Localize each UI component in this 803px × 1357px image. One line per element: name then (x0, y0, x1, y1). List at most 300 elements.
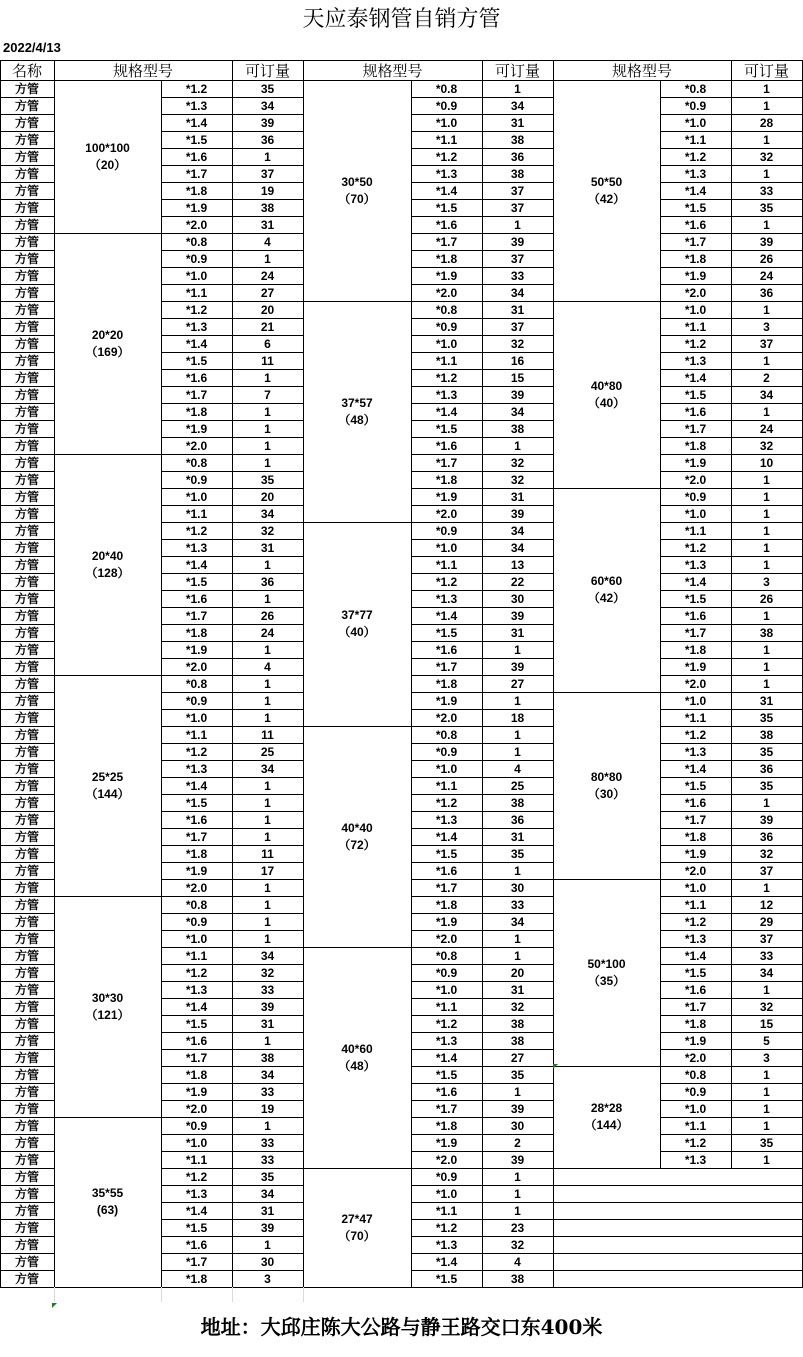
qty-cell: 1 (763, 795, 770, 810)
spec-group (553, 1066, 660, 1168)
qty-cell: 1 (763, 540, 770, 555)
thickness-cell: *1.0 (185, 268, 208, 283)
spec-count: （35） (587, 973, 626, 988)
thickness-cell: *0.9 (185, 251, 208, 266)
spec-size: 27*47 (341, 1211, 373, 1226)
spec-count: （40） (338, 625, 376, 639)
qty-cell: 1 (264, 404, 271, 419)
spec-count: （70） (338, 1228, 376, 1243)
thickness-cell: *1.1 (435, 778, 458, 793)
qty-cell: 1 (514, 438, 521, 453)
row-name: 方管 (14, 473, 39, 487)
thickness-cell: *2.0 (435, 710, 458, 725)
qty-cell: 1 (514, 81, 521, 96)
row-name: 方管 (14, 422, 39, 436)
thickness-cell: *1.6 (684, 608, 707, 623)
thickness-cell: *1.7 (185, 1050, 208, 1065)
qty-cell: 33 (260, 982, 275, 997)
qty-cell: 34 (260, 506, 275, 521)
thickness-cell: *1.1 (684, 710, 707, 725)
thickness-cell: *1.3 (185, 982, 208, 997)
qty-cell: 34 (510, 404, 525, 419)
thickness-cell: *0.8 (185, 676, 208, 691)
qty-cell: 1 (763, 1067, 770, 1082)
qty-cell: 1 (514, 948, 521, 963)
qty-cell: 31 (510, 302, 525, 317)
thickness-cell: *1.2 (435, 1220, 458, 1235)
thickness-cell: *1.9 (185, 863, 208, 878)
thickness-cell: *1.7 (185, 608, 208, 623)
thickness-cell: *1.5 (684, 965, 707, 980)
qty-cell: 1 (264, 251, 271, 266)
qty-cell: 34 (510, 98, 525, 113)
qty-cell: 38 (260, 1050, 275, 1065)
qty-cell: 1 (514, 1186, 521, 1201)
thickness-cell: *1.0 (185, 710, 208, 725)
thickness-cell: *1.4 (185, 778, 208, 793)
thickness-cell: *0.9 (185, 472, 208, 487)
qty-cell: 1 (763, 1084, 770, 1099)
thickness-cell: *2.0 (185, 438, 208, 453)
qty-cell: 34 (510, 914, 525, 929)
thickness-cell: *1.5 (185, 353, 208, 368)
thickness-cell: *2.0 (185, 880, 208, 895)
qty-cell: 35 (260, 472, 275, 487)
qty-cell: 25 (260, 744, 275, 759)
qty-cell: 30 (260, 1254, 275, 1269)
spec-size: 40*80 (590, 378, 623, 393)
row-name: 方管 (14, 847, 39, 861)
header-spec: 规格型号 (112, 61, 173, 80)
thickness-cell: *1.3 (435, 812, 458, 827)
spec-size: 40*40 (341, 820, 373, 835)
thickness-cell: *1.8 (684, 829, 707, 844)
thickness-cell: *1.4 (684, 761, 707, 776)
qty-cell: 1 (763, 217, 770, 232)
header-spec: 规格型号 (362, 61, 423, 80)
qty-cell: 24 (759, 421, 774, 436)
thickness-cell: *1.8 (435, 897, 458, 912)
qty-cell: 1 (264, 642, 271, 657)
qty-cell: 39 (510, 387, 525, 402)
qty-cell: 1 (264, 795, 271, 810)
thickness-cell: *1.4 (435, 608, 458, 623)
qty-cell: 1 (264, 710, 271, 725)
qty-cell: 34 (759, 387, 774, 402)
thickness-cell: *0.9 (435, 1169, 458, 1184)
qty-cell: 27 (510, 676, 525, 691)
qty-cell: 39 (510, 506, 525, 521)
qty-cell: 32 (510, 336, 525, 351)
thickness-cell: *1.5 (185, 795, 208, 810)
thickness-cell: *1.9 (185, 1084, 208, 1099)
qty-cell: 1 (264, 455, 271, 470)
thickness-cell: *1.1 (435, 132, 458, 147)
thickness-cell: *1.7 (185, 829, 208, 844)
thickness-cell: *1.1 (684, 1118, 707, 1133)
thickness-cell: *0.8 (435, 302, 458, 317)
row-name: 方管 (14, 966, 39, 980)
row-name: 方管 (14, 252, 39, 266)
thickness-cell: *1.0 (435, 1186, 458, 1201)
thickness-cell: *1.0 (684, 880, 707, 895)
row-name: 方管 (14, 269, 39, 283)
qty-cell: 33 (260, 1084, 275, 1099)
thickness-cell: *1.1 (684, 132, 707, 147)
thickness-cell: *1.0 (435, 982, 458, 997)
thickness-cell: *0.8 (185, 897, 208, 912)
qty-cell: 36 (510, 812, 525, 827)
qty-cell: 37 (260, 166, 275, 181)
qty-cell: 36 (759, 761, 774, 776)
qty-cell: 39 (510, 234, 525, 249)
qty-cell: 18 (510, 710, 525, 725)
row-name: 方管 (14, 354, 39, 368)
spec-group (553, 692, 660, 879)
row-name: 方管 (14, 609, 39, 623)
row-name: 方管 (14, 1204, 39, 1218)
qty-cell: 38 (510, 421, 525, 436)
thickness-cell: *2.0 (435, 285, 458, 300)
spec-size: 60*60 (590, 574, 623, 588)
qty-cell: 17 (260, 863, 275, 878)
spec-count: （144） (85, 786, 130, 801)
spec-size: 40*60 (341, 1041, 373, 1056)
qty-cell: 37 (759, 931, 774, 946)
qty-cell: 30 (510, 880, 525, 895)
thickness-cell: *1.6 (185, 812, 208, 827)
thickness-cell: *1.0 (185, 489, 208, 504)
qty-cell: 32 (260, 965, 275, 980)
thickness-cell: *1.2 (435, 1016, 458, 1031)
thickness-cell: *1.9 (185, 642, 208, 657)
qty-cell: 1 (264, 897, 271, 912)
qty-cell: 30 (510, 1118, 525, 1133)
qty-cell: 3 (763, 319, 770, 334)
qty-cell: 32 (759, 438, 774, 453)
thickness-cell: *1.2 (684, 914, 707, 929)
qty-cell: 1 (264, 149, 271, 164)
thickness-cell: *1.9 (684, 846, 707, 861)
thickness-cell: *1.1 (185, 727, 208, 742)
row-name: 方管 (14, 439, 39, 453)
row-name: 方管 (14, 575, 39, 589)
spec-group (54, 896, 161, 1117)
row-name: 方管 (14, 405, 39, 419)
qty-cell: 1 (763, 642, 770, 657)
thickness-cell: *1.9 (185, 200, 208, 215)
row-name: 方管 (14, 1102, 39, 1116)
qty-cell: 20 (260, 302, 275, 317)
qty-cell: 31 (260, 217, 275, 232)
thickness-cell: *1.5 (185, 132, 208, 147)
qty-cell: 26 (260, 608, 275, 623)
row-name: 方管 (14, 184, 39, 198)
thickness-cell: *1.9 (684, 455, 707, 470)
thickness-cell: *1.5 (185, 1220, 208, 1235)
qty-cell: 33 (510, 268, 525, 283)
thickness-cell: *2.0 (435, 931, 458, 946)
spec-count: （72） (338, 837, 376, 852)
spec-group (553, 301, 660, 488)
row-name: 方管 (14, 1238, 39, 1252)
qty-cell: 1 (514, 1203, 521, 1218)
row-name: 方管 (14, 1119, 39, 1133)
thickness-cell: *1.1 (185, 285, 208, 300)
qty-cell: 38 (260, 200, 275, 215)
thickness-cell: *1.3 (684, 1152, 707, 1167)
thickness-cell: *2.0 (684, 676, 707, 691)
row-name: 方管 (14, 456, 39, 470)
thickness-cell: *1.6 (185, 149, 208, 164)
qty-cell: 1 (264, 421, 271, 436)
row-name: 方管 (14, 490, 39, 504)
header-name: 名称 (11, 61, 42, 80)
thickness-cell: *0.9 (185, 1118, 208, 1133)
thickness-cell: *1.8 (185, 1067, 208, 1082)
spec-size: 80*80 (590, 769, 623, 784)
qty-cell: 39 (510, 608, 525, 623)
row-name: 方管 (14, 133, 39, 147)
thickness-cell: *1.1 (435, 999, 458, 1014)
spec-size: 20*40 (91, 548, 124, 563)
qty-cell: 6 (264, 336, 271, 351)
qty-cell: 15 (510, 370, 525, 385)
qty-cell: 24 (260, 625, 275, 640)
spec-count: （121） (85, 1007, 130, 1022)
thickness-cell: *1.8 (185, 404, 208, 419)
thickness-cell: *1.2 (435, 149, 458, 164)
thickness-cell: *1.0 (435, 540, 458, 555)
qty-cell: 1 (763, 1101, 770, 1116)
spec-size: 25*25 (91, 769, 124, 784)
thickness-cell: *1.1 (684, 897, 707, 912)
qty-cell: 39 (260, 999, 275, 1014)
spec-size: 100*100 (85, 140, 130, 155)
thickness-cell: *1.7 (435, 1101, 458, 1116)
thickness-cell: *1.3 (185, 540, 208, 555)
qty-cell: 1 (264, 676, 271, 691)
qty-cell: 26 (759, 591, 774, 606)
thickness-cell: *1.6 (185, 370, 208, 385)
thickness-cell: *1.6 (435, 438, 458, 453)
qty-cell: 22 (510, 574, 525, 589)
qty-cell: 34 (260, 761, 275, 776)
row-name: 方管 (14, 1187, 39, 1201)
qty-cell: 4 (514, 1254, 521, 1269)
spec-size: 30*30 (91, 990, 124, 1005)
thickness-cell: *0.9 (684, 1084, 707, 1099)
row-name: 方管 (14, 1255, 39, 1269)
thickness-cell: *1.9 (684, 268, 707, 283)
qty-cell: 1 (264, 778, 271, 793)
spec-group (303, 1168, 411, 1287)
qty-cell: 1 (763, 302, 770, 317)
row-name: 方管 (14, 762, 39, 776)
qty-cell: 31 (260, 1203, 275, 1218)
qty-cell: 31 (510, 982, 525, 997)
qty-cell: 38 (759, 625, 774, 640)
qty-cell: 39 (510, 1101, 525, 1116)
spec-size: 28*28 (590, 1101, 623, 1115)
qty-cell: 31 (510, 625, 525, 640)
thickness-cell: *1.0 (435, 761, 458, 776)
spec-group (303, 947, 411, 1168)
thickness-cell: *1.0 (684, 302, 707, 317)
thickness-cell: *1.8 (435, 1118, 458, 1133)
thickness-cell: *1.9 (435, 1135, 458, 1150)
qty-cell: 2 (514, 1135, 521, 1150)
qty-cell: 16 (510, 353, 525, 368)
qty-cell: 36 (260, 132, 275, 147)
row-name: 方管 (14, 541, 39, 555)
qty-cell: 1 (763, 132, 770, 147)
qty-cell: 15 (759, 1016, 774, 1031)
qty-cell: 38 (510, 132, 525, 147)
thickness-cell: *1.5 (185, 1016, 208, 1031)
row-name: 方管 (14, 1170, 39, 1184)
qty-cell: 1 (763, 608, 770, 623)
thickness-cell: *1.9 (435, 489, 458, 504)
qty-cell: 39 (260, 115, 275, 130)
qty-cell: 27 (260, 285, 275, 300)
qty-cell: 26 (759, 251, 774, 266)
row-name: 方管 (14, 949, 39, 963)
row-name: 方管 (14, 1051, 39, 1065)
thickness-cell: *1.7 (684, 999, 707, 1014)
thickness-cell: *1.2 (435, 795, 458, 810)
thickness-cell: *1.5 (684, 778, 707, 793)
sheet-date: 2022/4/13 (3, 40, 61, 55)
qty-cell: 5 (763, 1033, 770, 1048)
row-name: 方管 (14, 320, 39, 334)
qty-cell: 7 (264, 387, 271, 402)
row-name: 方管 (14, 643, 39, 657)
thickness-cell: *1.4 (684, 183, 707, 198)
row-name: 方管 (14, 932, 39, 946)
thickness-cell: *1.7 (185, 1254, 208, 1269)
spec-group (54, 1117, 161, 1287)
qty-cell: 10 (759, 455, 774, 470)
spec-group (54, 675, 161, 896)
thickness-cell: *1.6 (684, 404, 707, 419)
qty-cell: 35 (759, 710, 774, 725)
spec-group (54, 80, 161, 233)
qty-cell: 1 (763, 880, 770, 895)
thickness-cell: *1.1 (435, 353, 458, 368)
qty-cell: 35 (759, 200, 774, 215)
thickness-cell: *1.2 (185, 965, 208, 980)
thickness-cell: *1.3 (684, 744, 707, 759)
thickness-cell: *1.4 (435, 829, 458, 844)
qty-cell: 1 (763, 353, 770, 368)
thickness-cell: *0.9 (435, 965, 458, 980)
qty-cell: 34 (260, 948, 275, 963)
qty-cell: 3 (264, 1271, 271, 1286)
thickness-cell: *1.9 (435, 268, 458, 283)
qty-cell: 28 (759, 115, 774, 130)
thickness-cell: *1.1 (185, 1152, 208, 1167)
qty-cell: 32 (510, 999, 525, 1014)
thickness-cell: *0.8 (684, 81, 707, 96)
spec-count: （169） (85, 344, 130, 359)
thickness-cell: *0.9 (684, 98, 707, 113)
qty-cell: 24 (759, 268, 774, 283)
qty-cell: 37 (510, 319, 525, 334)
qty-cell: 1 (763, 489, 770, 504)
qty-cell: 37 (510, 200, 525, 215)
qty-cell: 1 (514, 693, 521, 708)
qty-cell: 11 (261, 353, 274, 368)
thickness-cell: *0.8 (435, 81, 458, 96)
thickness-cell: *1.1 (684, 523, 707, 538)
thickness-cell: *0.9 (185, 693, 208, 708)
thickness-cell: *1.6 (684, 217, 707, 232)
row-name: 方管 (14, 1153, 39, 1167)
qty-cell: 34 (510, 523, 525, 538)
row-name: 方管 (14, 388, 39, 402)
thickness-cell: *1.6 (435, 217, 458, 232)
qty-cell: 34 (260, 98, 275, 113)
row-name: 方管 (14, 677, 39, 691)
cell-comment-marker (553, 1064, 558, 1069)
qty-cell: 1 (264, 438, 271, 453)
row-name: 方管 (14, 779, 39, 793)
row-name: 方管 (14, 983, 39, 997)
row-name: 方管 (14, 286, 39, 300)
thickness-cell: *1.8 (435, 676, 458, 691)
qty-cell: 1 (514, 642, 521, 657)
thickness-cell: *1.7 (185, 166, 208, 181)
row-name: 方管 (14, 150, 39, 164)
header-qty: 可订量 (494, 61, 540, 80)
qty-cell: 1 (264, 829, 271, 844)
thickness-cell: *1.8 (684, 251, 707, 266)
row-name: 方管 (14, 1085, 39, 1099)
thickness-cell: *1.3 (435, 1237, 458, 1252)
thickness-cell: *1.7 (684, 234, 707, 249)
spec-count: （70） (338, 191, 376, 206)
thickness-cell: *0.9 (684, 489, 707, 504)
qty-cell: 1 (264, 370, 271, 385)
row-name: 方管 (14, 694, 39, 708)
qty-cell: 32 (759, 846, 774, 861)
qty-cell: 1 (264, 812, 271, 827)
qty-cell: 33 (759, 183, 774, 198)
thickness-cell: *0.9 (435, 744, 458, 759)
thickness-cell: *1.5 (435, 421, 458, 436)
qty-cell: 33 (260, 1152, 275, 1167)
row-name: 方管 (14, 99, 39, 113)
spec-size: 37*77 (341, 608, 373, 622)
qty-cell: 35 (759, 744, 774, 759)
thickness-cell: *1.2 (185, 302, 208, 317)
qty-cell: 1 (264, 1118, 271, 1133)
thickness-cell: *1.8 (684, 438, 707, 453)
row-name: 方管 (14, 82, 39, 96)
thickness-cell: *1.2 (435, 370, 458, 385)
row-name: 方管 (14, 1272, 39, 1286)
qty-cell: 33 (759, 948, 774, 963)
qty-cell: 12 (759, 897, 774, 912)
qty-cell: 39 (510, 1152, 525, 1167)
thickness-cell: *1.9 (435, 693, 458, 708)
header-qty: 可订量 (244, 61, 290, 80)
qty-cell: 35 (510, 846, 525, 861)
qty-cell: 1 (514, 1084, 521, 1099)
thickness-cell: *1.5 (435, 1067, 458, 1082)
thickness-cell: *0.8 (185, 455, 208, 470)
